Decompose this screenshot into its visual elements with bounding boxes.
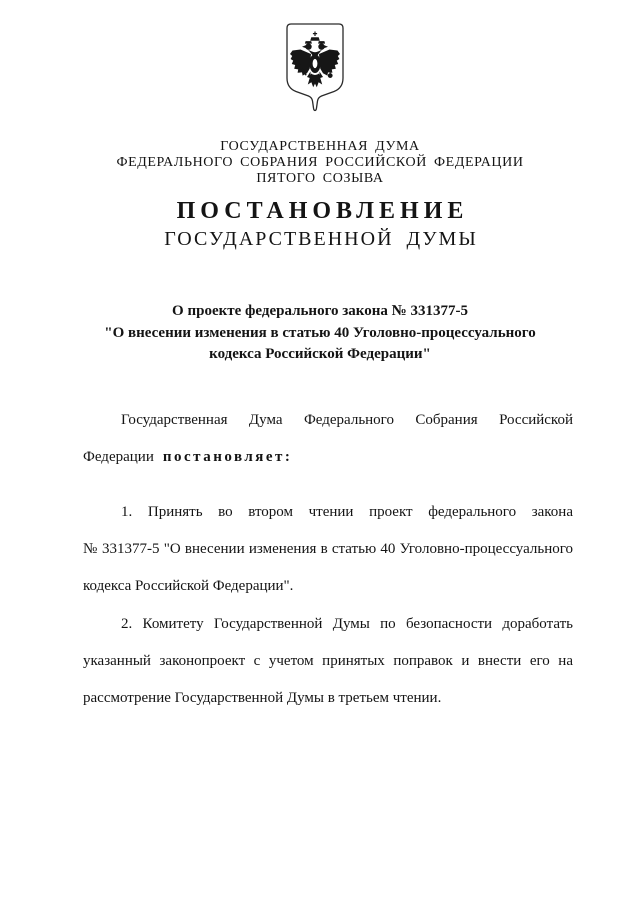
doc-type-title: ПОСТАНОВЛЕНИЕ: [176, 198, 469, 224]
org-line-duma: ГОСУДАРСТВЕННАЯ ДУМА: [220, 139, 420, 154]
org-line-assembly: ФЕДЕРАЛЬНОГО СОБРАНИЯ РОССИЙСКОЙ ФЕДЕРАЦИИ: [116, 155, 524, 170]
item-2-line: рассмотрение Государственной Думы в третьем чтении.: [83, 690, 442, 706]
subject-line: "О внесении изменения в статью 40 Уголовно-процессуального: [104, 324, 536, 341]
item-1-line: 1. Принять во втором чтении проект федерального закона: [121, 504, 573, 520]
preamble-paragraph: [83, 402, 573, 476]
item-2-paragraph: [83, 606, 573, 717]
subject-line: кодекса Российской Федерации": [209, 346, 431, 362]
subject-heading: [60, 301, 580, 366]
preamble-line: Государственная Дума Федерального Собрания Российской: [121, 412, 573, 428]
preamble-line: [83, 439, 573, 476]
letterhead: [0, 139, 640, 187]
doc-type-subtitle: ГОСУДАРСТВЕННОЙ ДУМЫ: [164, 228, 478, 250]
item-1-paragraph: [83, 494, 573, 605]
subject-line: О проекте федерального закона № 331377-5: [172, 303, 468, 319]
resolve-verb: постановляет:: [162, 449, 293, 465]
item-2-line: 2. Комитету Государственной Думы по безопасности доработать: [121, 616, 573, 632]
preamble-prefix: Федерации: [83, 449, 154, 465]
item-1-line: кодекса Российской Федерации".: [83, 578, 294, 594]
document-body: [83, 402, 573, 717]
item-1-line: № 331377-5 "О внесении изменения в статью 40 Уголовно-процессуального: [83, 541, 573, 557]
coat-of-arms-icon: [283, 22, 347, 114]
item-2-line: указанный законопроект с учетом принятых поправок и внести его на: [83, 653, 573, 669]
org-line-convocation: ПЯТОГО СОЗЫВА: [256, 171, 384, 186]
